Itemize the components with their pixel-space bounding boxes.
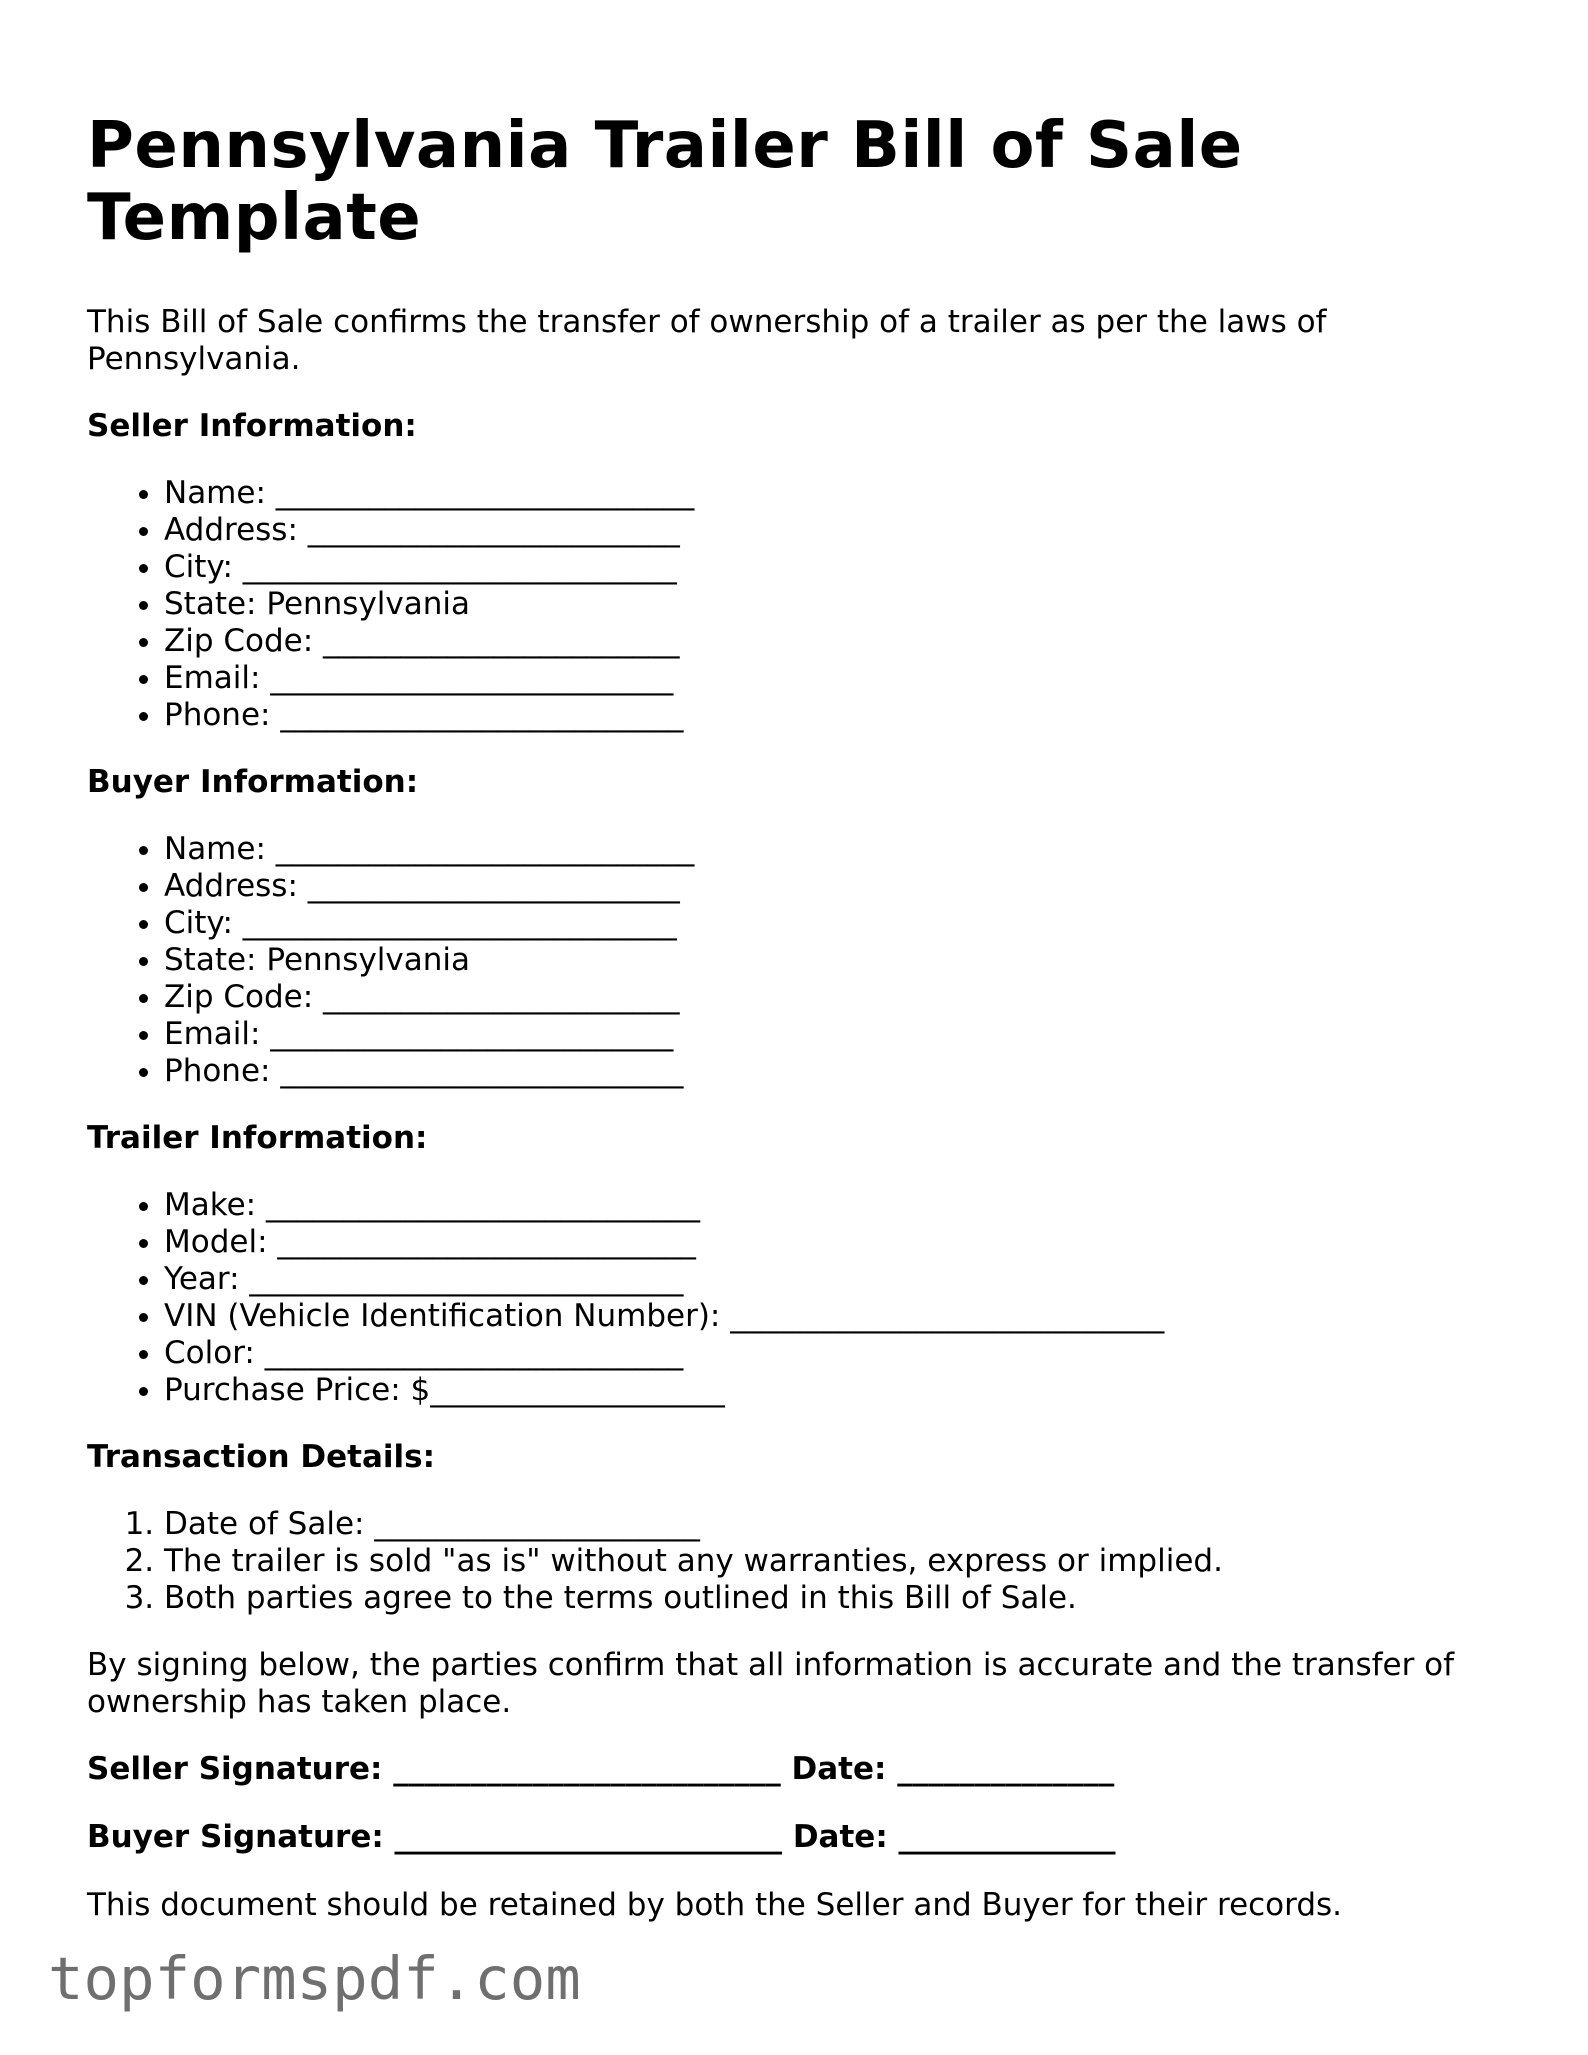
- buyer-signature-line: Buyer Signature: _________________________ Date: ______________: [87, 1819, 1116, 1855]
- trailer-make-field: • Make: ____________________________: [164, 1187, 1487, 1224]
- transaction-heading: Transaction Details:: [87, 1439, 435, 1475]
- buyer-city-field: • City: ____________________________: [164, 905, 1487, 942]
- intro-paragraph: This Bill of Sale confirms the transfer of ownership of a trailer as per the laws of Pennsylvania.: [87, 304, 1327, 377]
- trailer-list: [87, 1187, 1487, 1409]
- trailer-model-field: • Model: ___________________________: [164, 1224, 1487, 1261]
- seller-signature-line: Seller Signature: _________________________ Date: ______________: [87, 1751, 1115, 1787]
- transaction-as-is-item: 2. The trailer is sold "as is" without any warranties, express or implied.: [164, 1543, 1487, 1580]
- seller-list: [87, 475, 1487, 734]
- seller-city-field: • City: ____________________________: [164, 549, 1487, 586]
- confirmation-paragraph: By signing below, the parties confirm that all information is accurate and the transfer of ownership has taken place.: [87, 1647, 1455, 1720]
- buyer-heading: Buyer Information:: [87, 764, 419, 800]
- seller-email-field: • Email: __________________________: [164, 660, 1487, 697]
- buyer-state-field: • State: Pennsylvania: [164, 942, 1487, 979]
- seller-address-field: • Address: ________________________: [164, 512, 1487, 549]
- seller-name-field: • Name: ___________________________: [164, 475, 1487, 512]
- seller-zip-field: • Zip Code: _______________________: [164, 623, 1487, 660]
- buyer-phone-field: • Phone: __________________________: [164, 1053, 1487, 1090]
- trailer-price-field: • Purchase Price: $___________________: [164, 1372, 1487, 1409]
- seller-phone-field: • Phone: __________________________: [164, 697, 1487, 734]
- buyer-zip-field: • Zip Code: _______________________: [164, 979, 1487, 1016]
- watermark: topformspdf.com: [48, 1944, 581, 2013]
- buyer-email-field: • Email: __________________________: [164, 1016, 1487, 1053]
- transaction-date-item: 1. Date of Sale: _____________________: [164, 1506, 1487, 1543]
- page-title: Pennsylvania Trailer Bill of Sale Template: [87, 109, 1243, 255]
- transaction-agreement-item: 3. Both parties agree to the terms outlined in this Bill of Sale.: [164, 1580, 1487, 1617]
- document: [87, 110, 1487, 1954]
- retention-note: This document should be retained by both the Seller and Buyer for their records.: [87, 1887, 1343, 1923]
- trailer-vin-field: • VIN (Vehicle Identification Number): ____________________________: [164, 1298, 1487, 1335]
- transaction-list: [87, 1506, 1487, 1617]
- buyer-name-field: • Name: ___________________________: [164, 831, 1487, 868]
- buyer-list: [87, 831, 1487, 1090]
- seller-heading: Seller Information:: [87, 408, 417, 444]
- buyer-address-field: • Address: ________________________: [164, 868, 1487, 905]
- trailer-color-field: • Color: ___________________________: [164, 1335, 1487, 1372]
- trailer-heading: Trailer Information:: [87, 1120, 428, 1156]
- trailer-year-field: • Year: ____________________________: [164, 1261, 1487, 1298]
- seller-state-field: • State: Pennsylvania: [164, 586, 1487, 623]
